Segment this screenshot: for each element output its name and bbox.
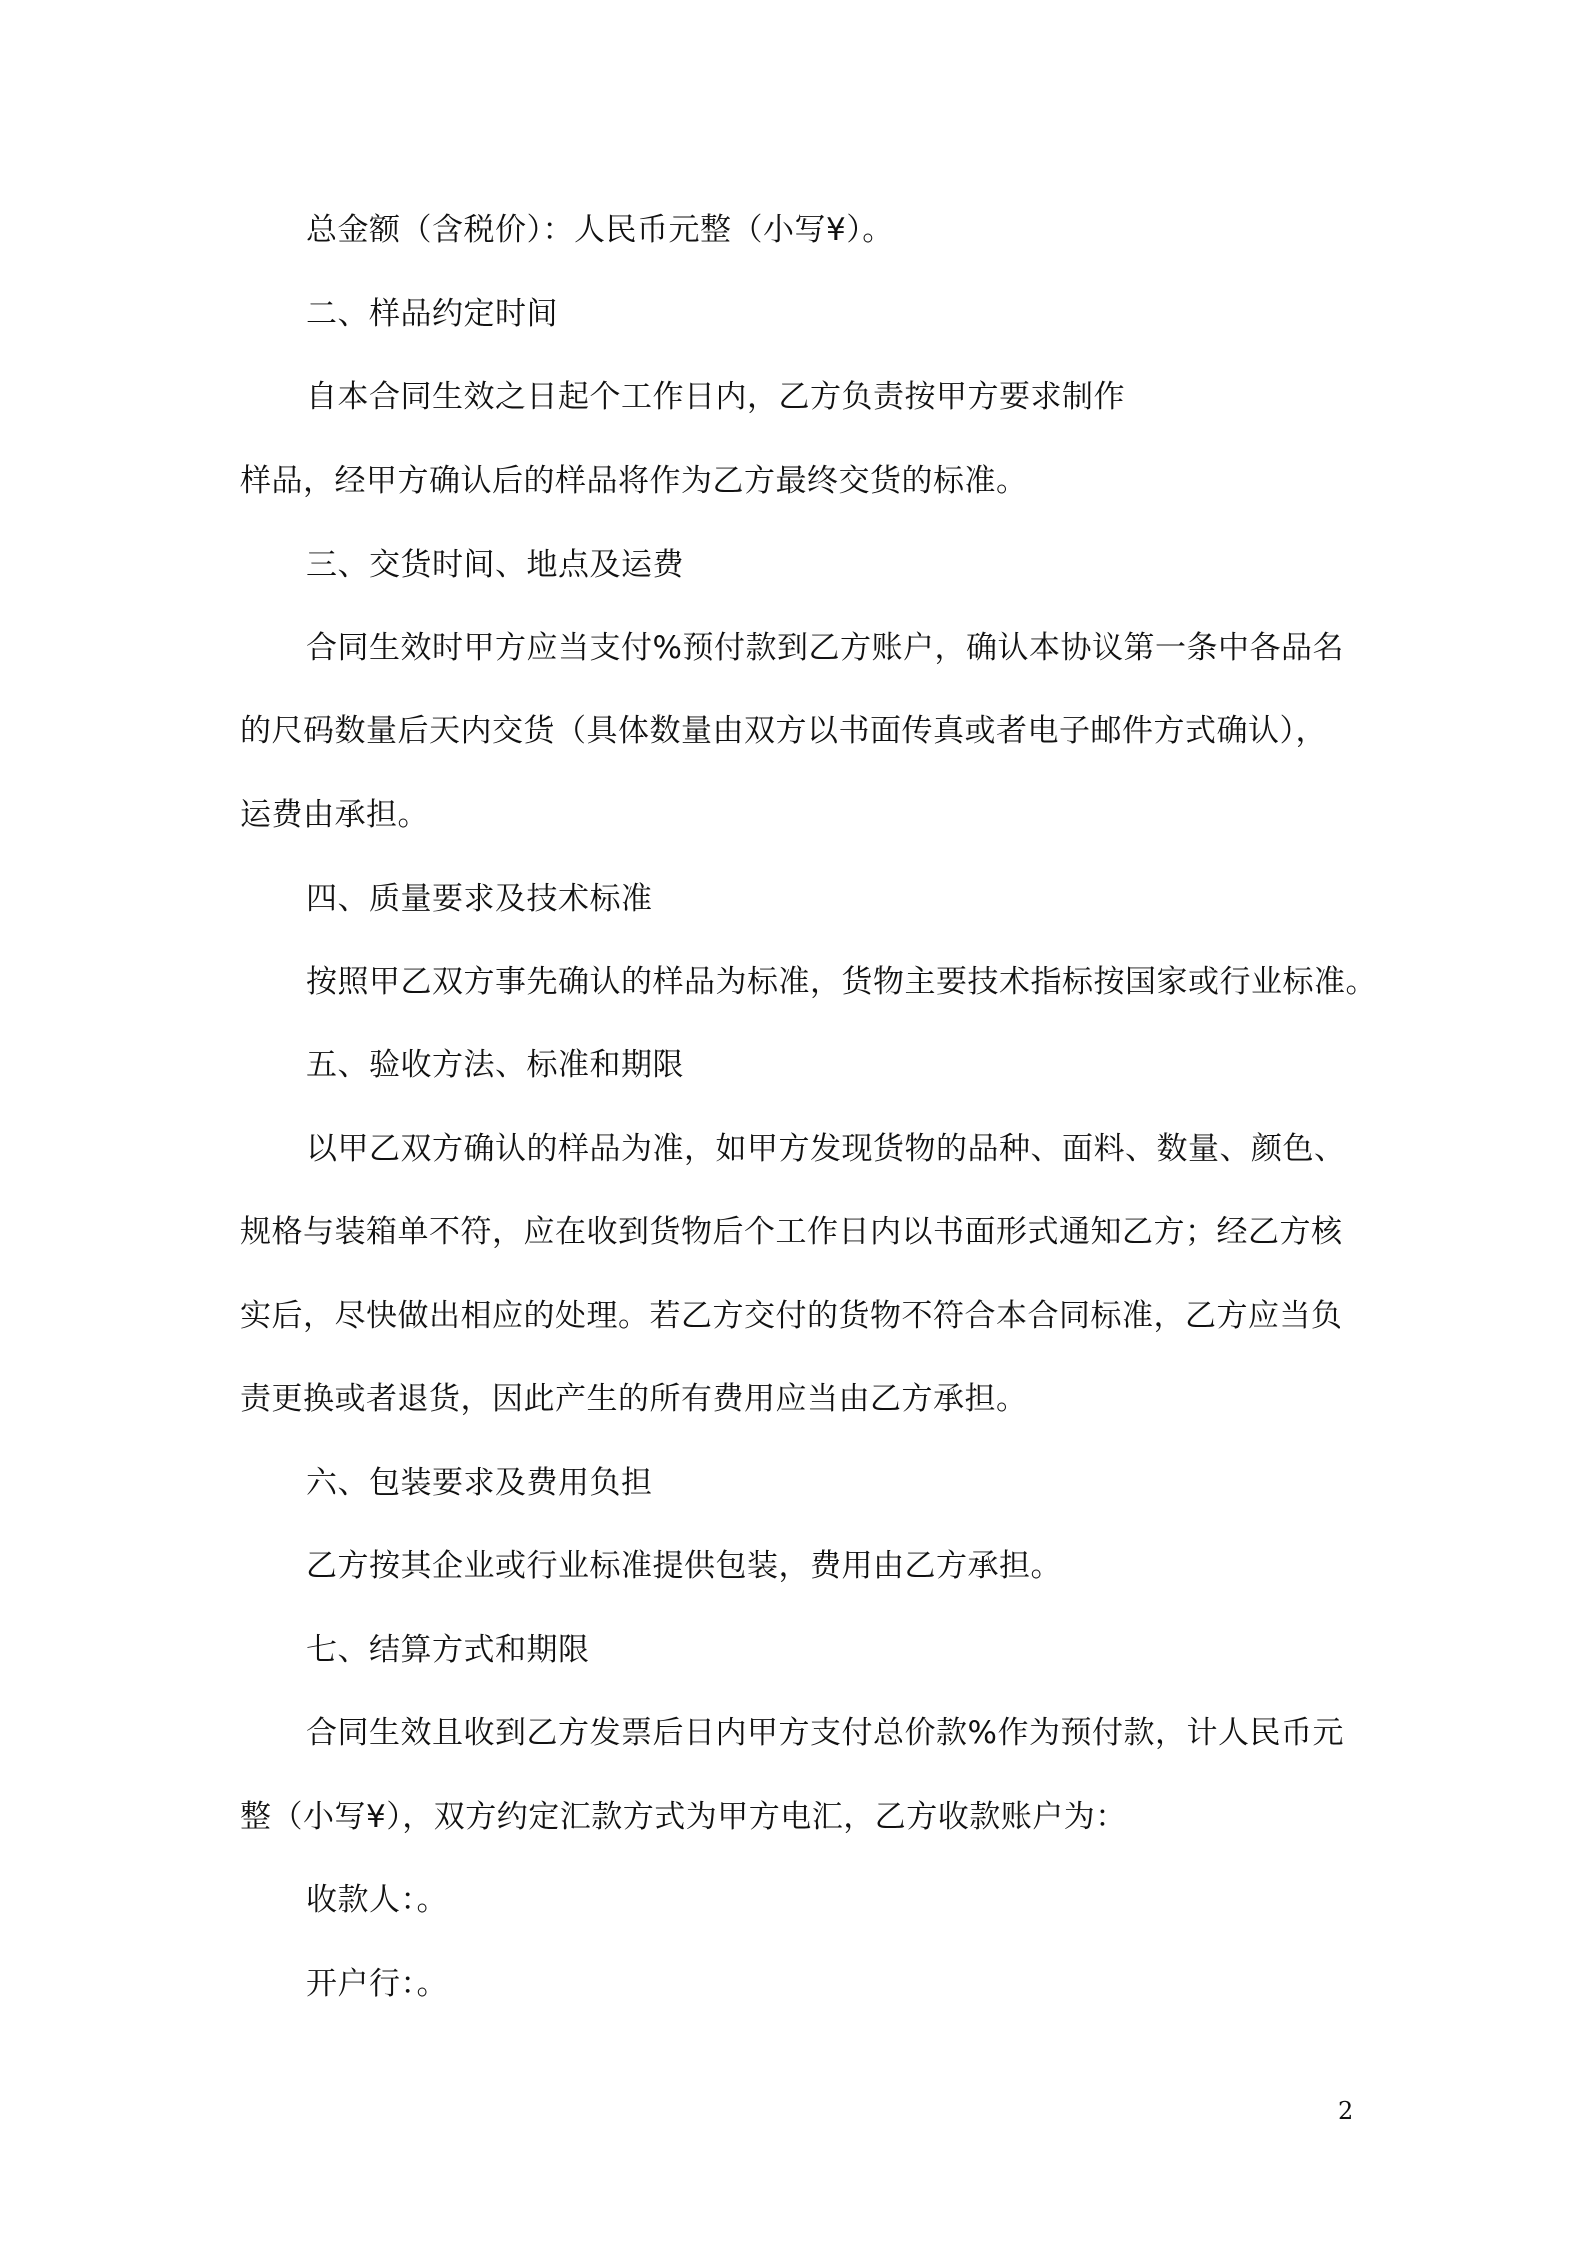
section-heading-delivery: 三、交货时间、地点及运费 [306, 547, 684, 583]
paragraph-line: 责更换或者退货，因此产生的所有费用应当由乙方承担。 [240, 1381, 1028, 1417]
payee-line: 收款人：。 [306, 1882, 448, 1918]
paragraph-line: 的尺码数量后天内交货（具体数量由双方以书面传真或者电子邮件方式确认）， [240, 713, 1327, 749]
paragraph-line: 按照甲乙双方事先确认的样品为标准，货物主要技术指标按国家或行业标准。 [306, 964, 1377, 1000]
section-heading-settlement: 七、结算方式和期限 [306, 1632, 590, 1668]
page-number: 2 [1338, 2097, 1354, 2125]
paragraph-line: 实后，尽快做出相应的处理。若乙方交付的货物不符合本合同标准，乙方应当负 [240, 1298, 1343, 1334]
total-amount-line: 总金额（含税价）：人民币元整（小写¥）。 [306, 212, 894, 248]
paragraph-line: 乙方按其企业或行业标准提供包装，费用由乙方承担。 [306, 1548, 1062, 1584]
paragraph-line: 整（小写¥），双方约定汇款方式为甲方电汇，乙方收款账户为： [240, 1799, 1127, 1835]
paragraph-line: 规格与装箱单不符，应在收到货物后个工作日内以书面形式通知乙方；经乙方核 [240, 1214, 1343, 1250]
paragraph-line: 以甲乙双方确认的样品为准，如甲方发现货物的品种、面料、数量、颜色、 [306, 1131, 1346, 1167]
section-heading-packaging: 六、包装要求及费用负担 [306, 1465, 653, 1501]
section-heading-quality: 四、质量要求及技术标准 [306, 881, 653, 917]
paragraph-line: 运费由承担。 [240, 797, 429, 833]
paragraph-line: 样品，经甲方确认后的样品将作为乙方最终交货的标准。 [240, 463, 1028, 499]
section-heading-acceptance: 五、验收方法、标准和期限 [306, 1047, 684, 1083]
bank-line: 开户行：。 [306, 1966, 448, 2002]
section-heading-sample-time: 二、样品约定时间 [306, 296, 558, 332]
paragraph-line: 合同生效且收到乙方发票后日内甲方支付总价款%作为预付款，计人民币元 [306, 1715, 1344, 1751]
paragraph-line: 自本合同生效之日起个工作日内，乙方负责按甲方要求制作 [306, 379, 1125, 415]
paragraph-line: 合同生效时甲方应当支付%预付款到乙方账户，确认本协议第一条中各品名 [306, 630, 1344, 666]
